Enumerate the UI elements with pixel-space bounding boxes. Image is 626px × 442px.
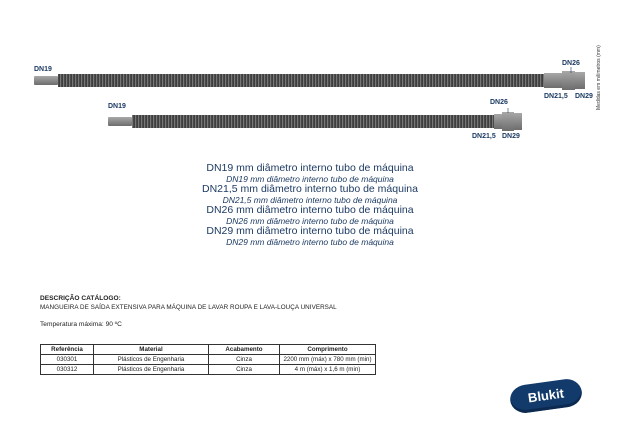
blukit-logo [508, 377, 583, 415]
catalog-title: DESCRIÇÃO CATÁLOGO: [40, 295, 121, 302]
table-cell: 4 m (máx) x 1,6 m (min) [280, 365, 376, 375]
spec-main: DN19 mm diâmetro interno tubo de máquina [206, 162, 414, 174]
hose-drawings [0, 0, 626, 160]
col-header: Acabamento [209, 345, 280, 355]
hose2-dn19-label: DN19 [108, 103, 126, 110]
table-cell: Plásticos de Engenharia [94, 355, 209, 365]
hose1-dn29-label: DN29 [575, 93, 593, 100]
spec-italic: DN19 mm diâmetro interno tubo de máquina [226, 174, 394, 184]
hose-long [34, 71, 585, 90]
logo-text: Blukit [526, 385, 565, 406]
measure-note: Medidas em milímetros (mm) [596, 45, 602, 110]
spec-italic: DN29 mm diâmetro interno tubo de máquina [226, 237, 394, 247]
hose2-dn26-label: DN26 [490, 99, 508, 106]
table-cell: Cinza [209, 355, 280, 365]
spec-italic: DN21,5 mm diâmetro interno tubo de máquina [222, 195, 398, 205]
table-row [41, 355, 376, 365]
reference-table [40, 344, 376, 375]
col-header: Comprimento [280, 345, 376, 355]
table-cell: Plásticos de Engenharia [94, 365, 209, 375]
col-header: Referência [41, 345, 94, 355]
spec-italic: DN26 mm diâmetro interno tubo de máquina [226, 216, 394, 226]
table-cell: Cinza [209, 365, 280, 375]
spec-main: DN21,5 mm diâmetro interno tubo de máquina [202, 183, 418, 195]
table-header-row [41, 345, 376, 355]
table-cell: 2200 mm (máx) x 780 mm (min) [280, 355, 376, 365]
hose1-dn21-label: DN21,5 [544, 93, 568, 100]
table-row [41, 365, 376, 375]
catalog-description: MANGUEIRA DE SAÍDA EXTENSIVA PARA MÁQUINA DE LAVAR ROUPA E LAVA-LOUÇA UNIVERSAL [40, 304, 337, 311]
spec-main: DN26 mm diâmetro interno tubo de máquina [206, 204, 414, 216]
spec-list [150, 163, 470, 247]
hose1-dn26-label: DN26 [562, 60, 580, 67]
spec-main: DN29 mm diâmetro interno tubo de máquina [206, 225, 414, 237]
table-cell: 030312 [41, 365, 94, 375]
hose-short [108, 112, 522, 131]
hose1-dn19-label: DN19 [34, 66, 52, 73]
temperature-text: Temperatura máxima: 90 ºC [40, 321, 122, 328]
col-header: Material [94, 345, 209, 355]
hose2-dn21-label: DN21,5 [472, 133, 496, 140]
hose2-dn29-label: DN29 [502, 133, 520, 140]
table-cell: 030301 [41, 355, 94, 365]
